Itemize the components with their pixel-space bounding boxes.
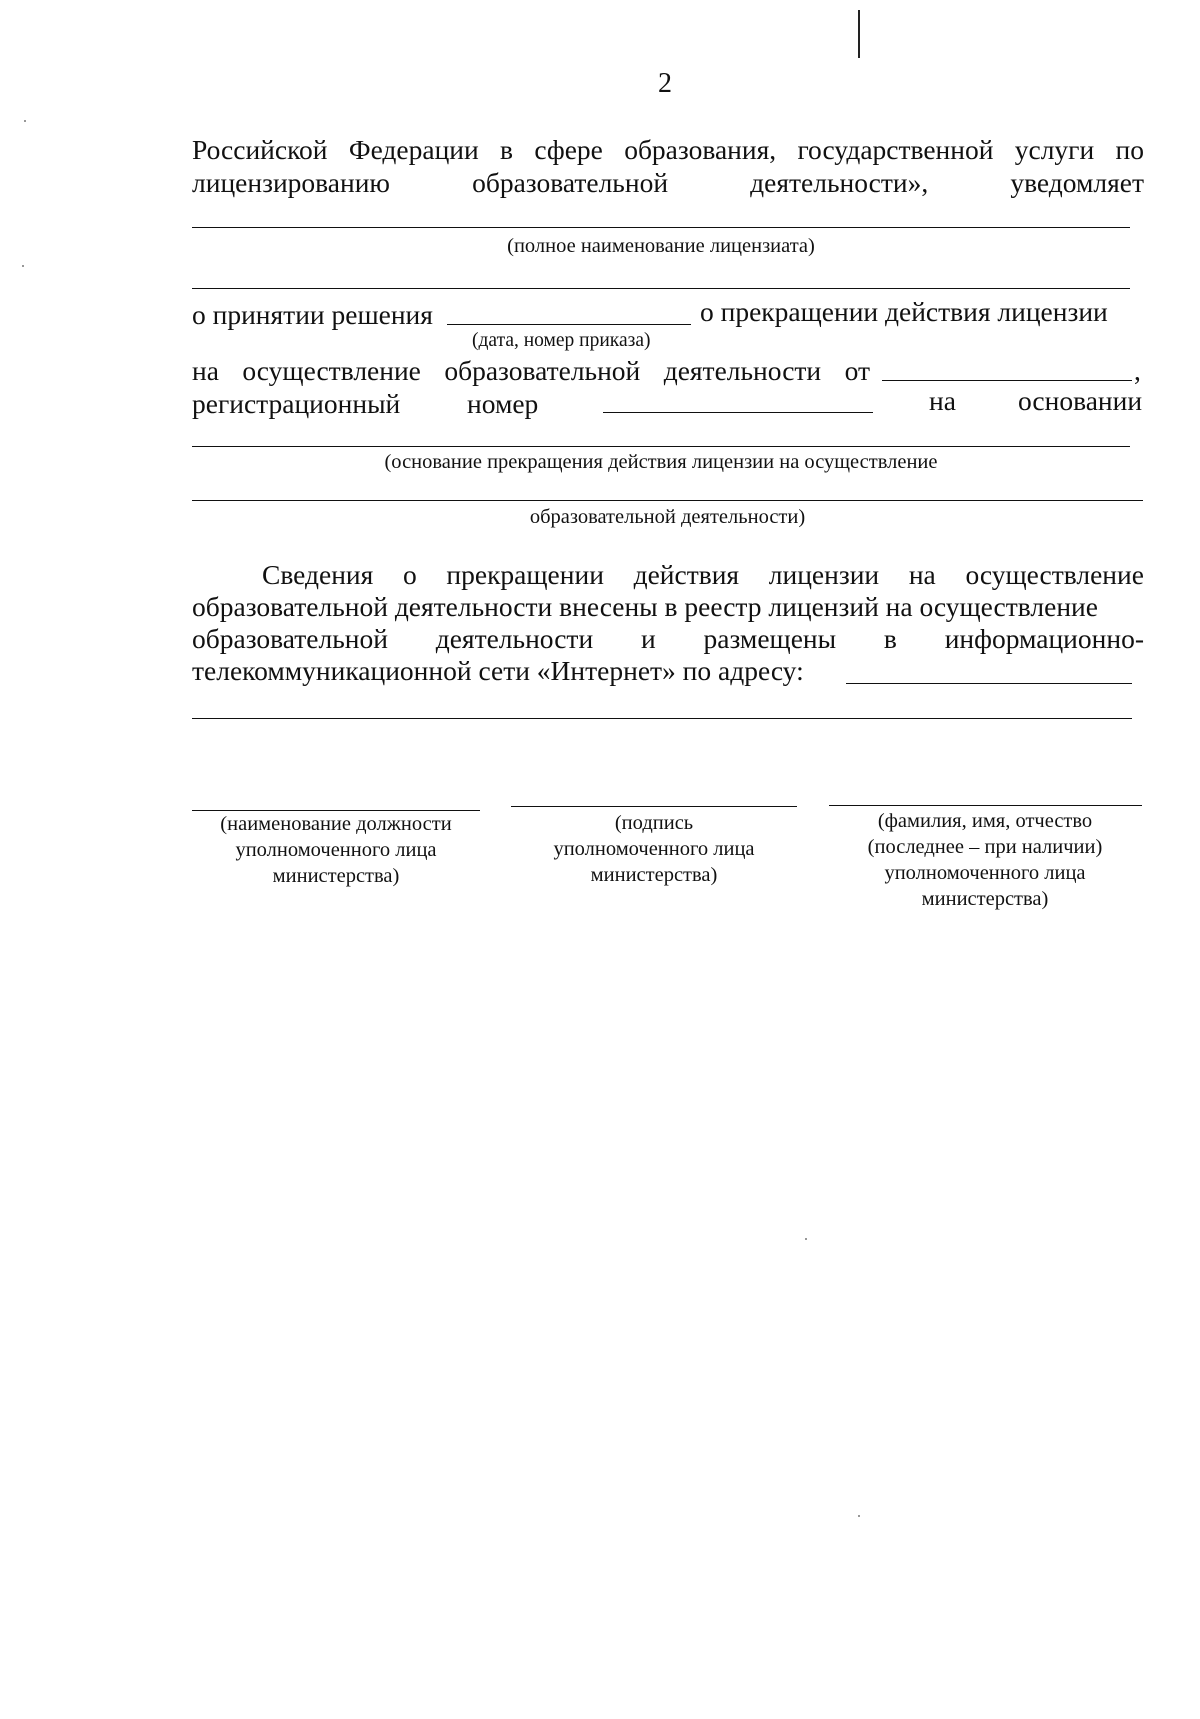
word: на xyxy=(908,559,936,590)
decision-prefix: о принятии решения xyxy=(192,299,433,330)
basis-label: основании xyxy=(1018,385,1143,416)
scan-dot xyxy=(858,1515,860,1517)
info-line-1 xyxy=(262,559,1144,591)
intro-line-2 xyxy=(192,167,1144,199)
full-name-caption xyxy=(835,808,1135,912)
word: прекращении xyxy=(446,559,604,590)
internet-address-field-continued[interactable] xyxy=(192,718,1132,719)
full-name-signature-line[interactable] xyxy=(829,805,1142,806)
word: лицензии xyxy=(768,559,880,590)
caption-line: министерства) xyxy=(272,865,400,887)
word: осуществление xyxy=(242,355,421,386)
word: деятельности xyxy=(663,355,822,386)
termination-reason-field[interactable] xyxy=(192,446,1130,447)
signature-line[interactable] xyxy=(511,806,797,807)
word: от xyxy=(844,355,870,386)
scan-dot xyxy=(24,120,26,122)
decision-suffix: о прекращении действия лицензии xyxy=(700,296,1108,327)
word: на xyxy=(192,355,219,386)
word: Российской xyxy=(192,134,328,165)
word: образовательной xyxy=(472,167,669,198)
word: о xyxy=(402,559,417,590)
termination-reason-field-continued[interactable] xyxy=(192,500,1143,501)
word: по xyxy=(1115,134,1144,165)
word: образовательной xyxy=(192,623,388,654)
caption-line: (подпись xyxy=(614,812,694,834)
on-label: на xyxy=(929,385,956,416)
licensee-name-caption: (полное наименование лицензиата) xyxy=(507,235,815,257)
scan-dot xyxy=(22,265,24,267)
word: информационно- xyxy=(944,623,1144,654)
word: уведомляет xyxy=(1010,167,1144,198)
intro-line-1 xyxy=(192,134,1144,166)
signature-caption xyxy=(504,810,804,888)
number-label: номер xyxy=(467,388,539,419)
scan-edge-mark xyxy=(858,10,860,58)
order-date-number-field[interactable] xyxy=(447,324,691,325)
caption-line: министерства) xyxy=(590,864,718,886)
word: деятельности xyxy=(435,623,594,654)
license-date-comma: , xyxy=(1134,355,1141,386)
word: Сведения xyxy=(262,559,374,590)
word: государственной xyxy=(797,134,994,165)
word: образовательной xyxy=(444,355,641,386)
licensee-name-field-continued[interactable] xyxy=(192,288,1130,289)
termination-reason-caption-2: образовательной деятельности) xyxy=(529,506,806,528)
internet-address-field[interactable] xyxy=(846,683,1132,684)
position-caption xyxy=(186,811,486,889)
scan-dot xyxy=(805,1238,807,1240)
caption-line: (наименование должности xyxy=(220,813,452,835)
word: осуществление xyxy=(965,559,1144,590)
registration-number-field[interactable] xyxy=(603,412,873,413)
license-line-1 xyxy=(192,355,870,387)
license-date-field[interactable] xyxy=(882,380,1132,381)
word: и xyxy=(640,623,656,654)
word: Федерации xyxy=(348,134,479,165)
caption-line: уполномоченного лица xyxy=(235,839,437,861)
word: в xyxy=(500,134,514,165)
word: деятельности», xyxy=(750,167,929,198)
word: образования, xyxy=(624,134,777,165)
word: действия xyxy=(633,559,740,590)
caption-line: (последнее – при наличии) xyxy=(867,836,1103,858)
word: в xyxy=(883,623,897,654)
caption-line: уполномоченного лица xyxy=(884,862,1086,884)
word: лицензированию xyxy=(192,167,390,198)
word: услуги xyxy=(1014,134,1095,165)
caption-line: министерства) xyxy=(921,888,1049,910)
termination-reason-caption-1: (основание прекращения действия лицензии на осуществление xyxy=(384,451,938,473)
page-number: 2 xyxy=(658,68,672,99)
info-line-4: телекоммуникационной сети «Интернет» по адресу: xyxy=(192,655,804,686)
registration-label: регистрационный xyxy=(192,388,401,419)
word: сфере xyxy=(534,134,603,165)
caption-line: (фамилия, имя, отчество xyxy=(877,810,1093,832)
info-line-3 xyxy=(192,623,1144,655)
order-date-number-caption: (дата, номер приказа) xyxy=(472,330,651,351)
caption-line: уполномоченного лица xyxy=(553,838,755,860)
word: размещены xyxy=(703,623,837,654)
info-line-2: образовательной деятельности внесены в реестр лицензий на осуществление xyxy=(192,591,1098,622)
licensee-name-field[interactable] xyxy=(192,227,1130,228)
